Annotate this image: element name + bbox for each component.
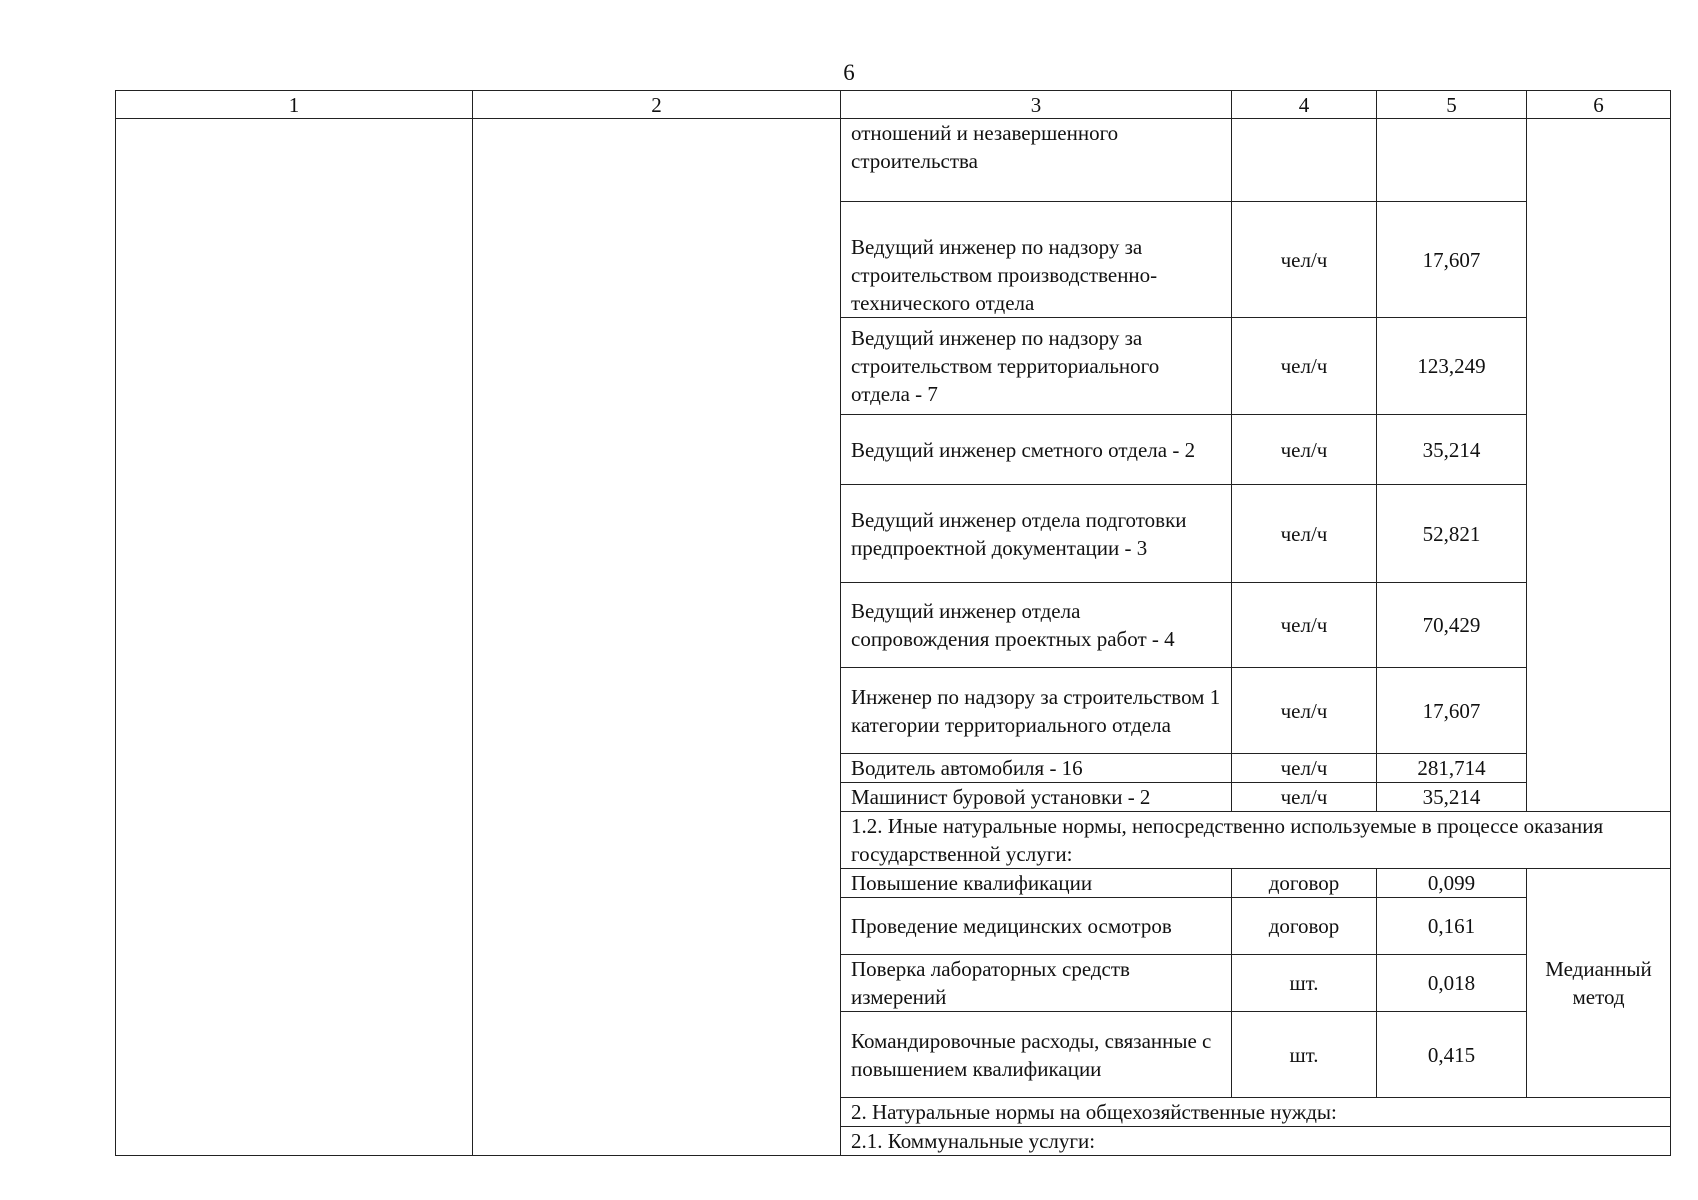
row-name: Командировочные расходы, связанные с повышением квалификации	[841, 1012, 1232, 1098]
header-col-1: 1	[116, 91, 473, 119]
row-unit: чел/ч	[1232, 783, 1377, 812]
row-value: 17,607	[1377, 202, 1527, 318]
row-name: Ведущий инженер по надзору за строительством производственно-технического отдела	[841, 202, 1232, 318]
col-2-cell	[473, 119, 841, 1156]
row-value: 35,214	[1377, 783, 1527, 812]
col-6-cell	[1527, 119, 1671, 812]
header-col-4: 4	[1232, 91, 1377, 119]
method-cell: Медианный метод	[1527, 869, 1671, 1098]
row-unit: договор	[1232, 898, 1377, 955]
row-value: 0,018	[1377, 955, 1527, 1012]
row-value: 0,415	[1377, 1012, 1527, 1098]
section-2-heading: 2. Натуральные нормы на общехозяйственные нужды:	[841, 1098, 1671, 1127]
header-col-6: 6	[1527, 91, 1671, 119]
row-name: Проведение медицинских осмотров	[841, 898, 1232, 955]
row-unit: договор	[1232, 869, 1377, 898]
row-name: Ведущий инженер по надзору за строительством территориального отдела - 7	[841, 318, 1232, 415]
row-value: 0,161	[1377, 898, 1527, 955]
norms-table	[115, 90, 1671, 1156]
row-value: 35,214	[1377, 415, 1527, 485]
row-value: 70,429	[1377, 583, 1527, 668]
section-1-2-heading: 1.2. Иные натуральные нормы, непосредственно используемые в процессе оказания государственной услуги:	[841, 812, 1671, 869]
header-col-5: 5	[1377, 91, 1527, 119]
header-row	[116, 91, 1671, 119]
row-value: 0,099	[1377, 869, 1527, 898]
row-unit: чел/ч	[1232, 415, 1377, 485]
section-2-1-heading: 2.1. Коммунальные услуги:	[841, 1127, 1671, 1156]
row-unit: шт.	[1232, 1012, 1377, 1098]
row-value: 17,607	[1377, 668, 1527, 754]
row-name: Поверка лабораторных средств измерений	[841, 955, 1232, 1012]
row-unit: чел/ч	[1232, 318, 1377, 415]
col-1-cell	[116, 119, 473, 1156]
row-value	[1377, 119, 1527, 202]
row-unit: чел/ч	[1232, 668, 1377, 754]
row-name: Ведущий инженер отдела подготовки предпроектной документации - 3	[841, 485, 1232, 583]
row-unit: чел/ч	[1232, 202, 1377, 318]
header-col-3: 3	[841, 91, 1232, 119]
row-value: 52,821	[1377, 485, 1527, 583]
page-number: 6	[843, 60, 855, 85]
row-name: отношений и незавершенного строительства	[841, 119, 1232, 202]
row-unit: чел/ч	[1232, 754, 1377, 783]
row-name: Инженер по надзору за строительством 1 категории территориального отдела	[841, 668, 1232, 754]
row-name: Ведущий инженер отдела сопровождения проектных работ - 4	[841, 583, 1232, 668]
row-unit: шт.	[1232, 955, 1377, 1012]
row-unit	[1232, 119, 1377, 202]
header-col-2: 2	[473, 91, 841, 119]
table-row	[116, 119, 1671, 202]
row-unit: чел/ч	[1232, 583, 1377, 668]
row-value: 281,714	[1377, 754, 1527, 783]
row-name: Повышение квалификации	[841, 869, 1232, 898]
row-name: Ведущий инженер сметного отдела - 2	[841, 415, 1232, 485]
row-unit: чел/ч	[1232, 485, 1377, 583]
row-name: Машинист буровой установки - 2	[841, 783, 1232, 812]
row-value: 123,249	[1377, 318, 1527, 415]
row-name: Водитель автомобиля - 16	[841, 754, 1232, 783]
